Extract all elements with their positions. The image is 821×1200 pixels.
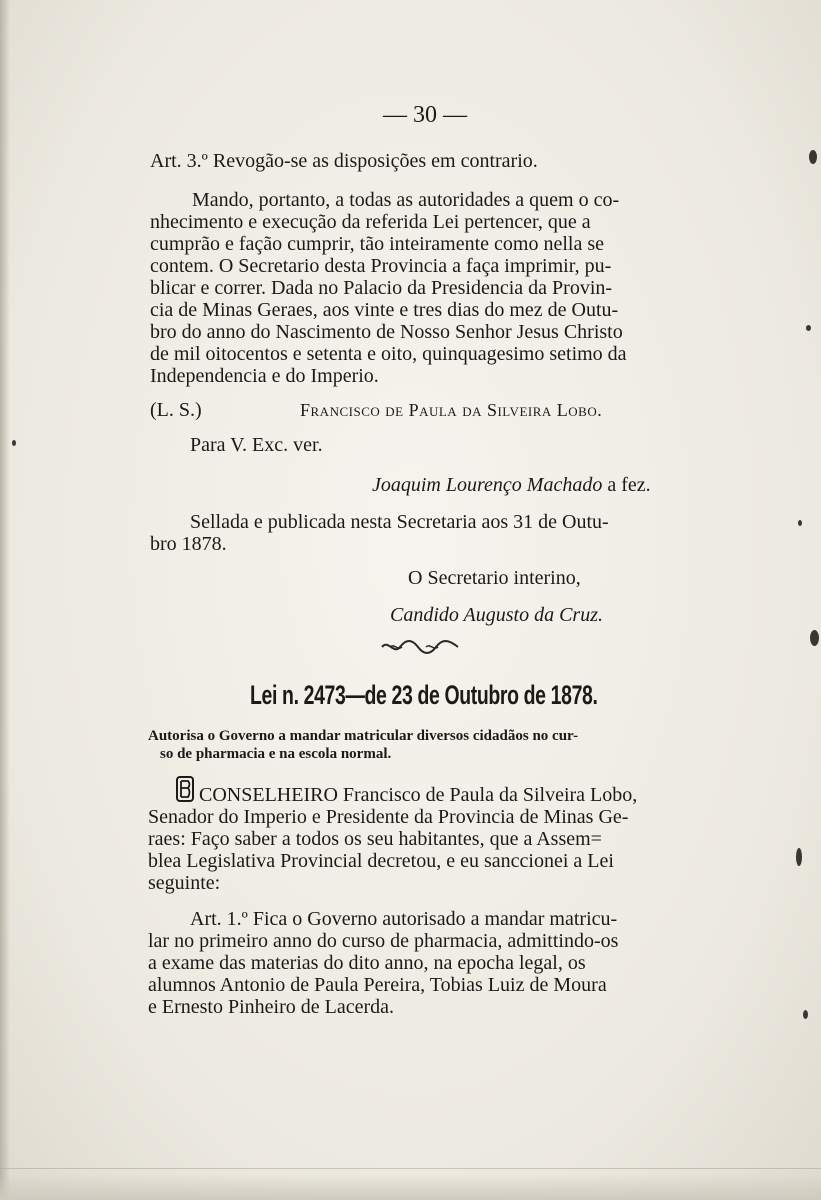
sellada-line: Sellada e publicada nesta Secretaria aos 31 de Outu-: [190, 511, 609, 533]
article-line: alumnos Antonio de Paula Pereira, Tobias Luiz de Moura: [148, 974, 607, 996]
signatory-name: Francisco de Paula da Silveira Lobo.: [300, 400, 603, 420]
page-number: — 30 —: [383, 102, 467, 128]
author-line: [372, 474, 651, 496]
summary-line: so de pharmacia e na escola normal.: [160, 746, 392, 762]
text-line: blicar e correr. Dada no Palacio da Presidencia da Provin-: [150, 277, 613, 299]
preamble-line: raes: Faço saber a todos os seu habitantes, que a Assem=: [148, 828, 602, 850]
preamble-line: CONSELHEIRO Francisco de Paula da Silveira Lobo,: [199, 784, 638, 806]
author-name: Joaquim Lourenço Machado: [372, 474, 603, 496]
text-line: de mil oitocentos e setenta e oito, quinquagesimo setimo da: [150, 343, 627, 365]
ornamental-initial-icon: [175, 775, 195, 803]
seal-mark: (L. S.): [150, 399, 202, 421]
para-text: Para V. Exc. ver.: [190, 434, 323, 456]
preamble-line: Senador do Imperio e Presidente da Provincia de Minas Ge-: [148, 806, 629, 828]
text-line: Mando, portanto, a todas as autoridades a quem o co-: [192, 189, 620, 211]
scan-speck: [12, 440, 16, 446]
article-1: Art. 1.º Fica o Governo autorisado a mandar matricu-: [190, 908, 618, 930]
preamble-line: seguinte:: [148, 872, 221, 894]
text-line: cia de Minas Geraes, aos vinte e tres dias do mez de Outu-: [150, 299, 619, 321]
article-line: a exame das materias do dito anno, na epocha legal, os: [148, 952, 586, 974]
law-heading: Lei n. 2473—de 23 de Outubro de 1878.: [250, 680, 598, 710]
sellada-line: bro 1878.: [150, 533, 227, 555]
text-line: bro do anno do Nascimento de Nosso Senhor Jesus Christo: [150, 321, 623, 343]
text-line: cumprão e fação cumprir, tão inteiramente como nella se: [150, 233, 604, 255]
page-bottom-shadow: [0, 1174, 821, 1200]
text-line: Independencia e do Imperio.: [150, 365, 379, 387]
scan-speck: [809, 150, 817, 164]
page-edge-shadow: [0, 0, 10, 1200]
scan-speck: [810, 630, 819, 646]
article-line: lar no primeiro anno do curso de pharmacia, admittindo-os: [148, 930, 619, 952]
scan-speck: [803, 1010, 808, 1019]
secretary-name: Candido Augusto da Cruz.: [390, 604, 603, 626]
text-line: contem. O Secretario desta Provincia a faça imprimir, pu-: [150, 255, 612, 277]
ornament-flourish-icon: [380, 635, 460, 659]
scan-speck: [796, 848, 802, 866]
author-suffix: a fez.: [607, 474, 651, 496]
secretary-title: O Secretario interino,: [408, 567, 581, 589]
text-line: nhecimento e execução da referida Lei pertencer, que a: [150, 211, 591, 233]
scan-speck: [806, 325, 811, 331]
scan-speck: [798, 520, 802, 526]
preamble-line: blea Legislativa Provincial decretou, e eu sanccionei a Lei: [148, 850, 614, 872]
summary-line: Autorisa o Governo a mandar matricular diversos cidadãos no cur-: [148, 728, 579, 744]
page-fold-line: [0, 1168, 821, 1169]
article-3: Art. 3.º Revogão-se as disposições em contrario.: [150, 150, 538, 172]
article-line: e Ernesto Pinheiro de Lacerda.: [148, 996, 395, 1018]
